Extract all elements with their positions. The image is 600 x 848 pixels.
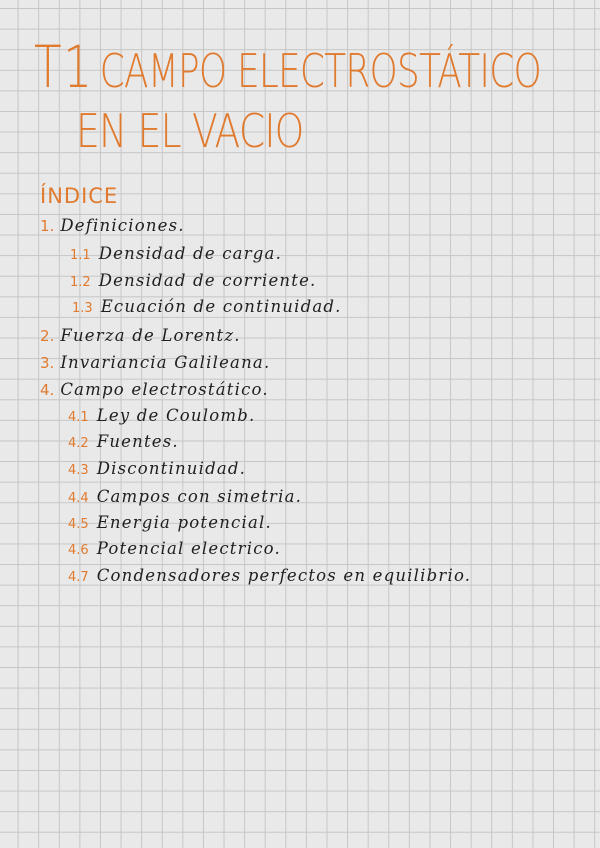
toc-item-text: Potencial electrico. [96, 539, 281, 558]
toc-item [68, 459, 246, 478]
toc-item-text: Ecuación de continuidad. [100, 297, 342, 316]
toc-item-text: Condensadores perfectos en equilibrio. [96, 566, 472, 585]
toc-item [40, 380, 269, 399]
toc-item-text: Campos con simetria. [96, 487, 303, 506]
toc-item [68, 432, 179, 451]
toc-item-number: 4. [40, 381, 55, 399]
toc-item-text: Energia potencial. [96, 513, 272, 532]
toc-item-text: Campo electrostático. [60, 380, 269, 399]
title-number: T1 [34, 33, 94, 101]
toc-item [68, 566, 471, 585]
title-text: CAMPO ELECTROSTÁTICO [99, 44, 541, 98]
toc-item-text: Discontinuidad. [96, 459, 247, 478]
toc-item-number: 4.3 [68, 463, 89, 478]
toc-item-number: 4.7 [68, 570, 89, 585]
toc-item-number: 1.3 [72, 301, 93, 316]
toc-item [40, 353, 270, 372]
toc-item [68, 539, 281, 558]
toc-item [40, 326, 241, 345]
toc-item-number: 4.5 [68, 517, 89, 532]
toc-item [68, 513, 272, 532]
toc-item-number: 1. [40, 217, 55, 235]
toc-item [72, 297, 342, 316]
toc-item-number: 2. [40, 327, 55, 345]
toc-item-number: 1.2 [70, 275, 91, 290]
toc-item-text: Densidad de carga. [98, 244, 283, 263]
toc-item-text: Definiciones. [60, 216, 185, 235]
toc-item [68, 406, 255, 425]
toc-item-text: Densidad de corriente. [98, 271, 317, 290]
toc-item-number: 4.1 [68, 410, 89, 425]
index-heading: ÍNDICE [40, 184, 119, 208]
page-title-line-1 [34, 33, 541, 101]
page-title-line-2: EN EL VACIO [76, 104, 304, 158]
toc-item-number: 4.4 [68, 491, 89, 506]
toc-item [40, 216, 185, 235]
toc-item-number: 1.1 [70, 248, 91, 263]
toc-item-text: Invariancia Galileana. [60, 353, 271, 372]
toc-item-number: 4.6 [68, 543, 89, 558]
toc-item [70, 271, 317, 290]
toc-item-number: 4.2 [68, 436, 89, 451]
toc-item-text: Fuerza de Lorentz. [60, 326, 241, 345]
toc-item-number: 3. [40, 354, 55, 372]
toc-item [70, 244, 282, 263]
toc-item-text: Ley de Coulomb. [96, 406, 256, 425]
toc-item [68, 487, 302, 506]
toc-item-text: Fuentes. [96, 432, 179, 451]
